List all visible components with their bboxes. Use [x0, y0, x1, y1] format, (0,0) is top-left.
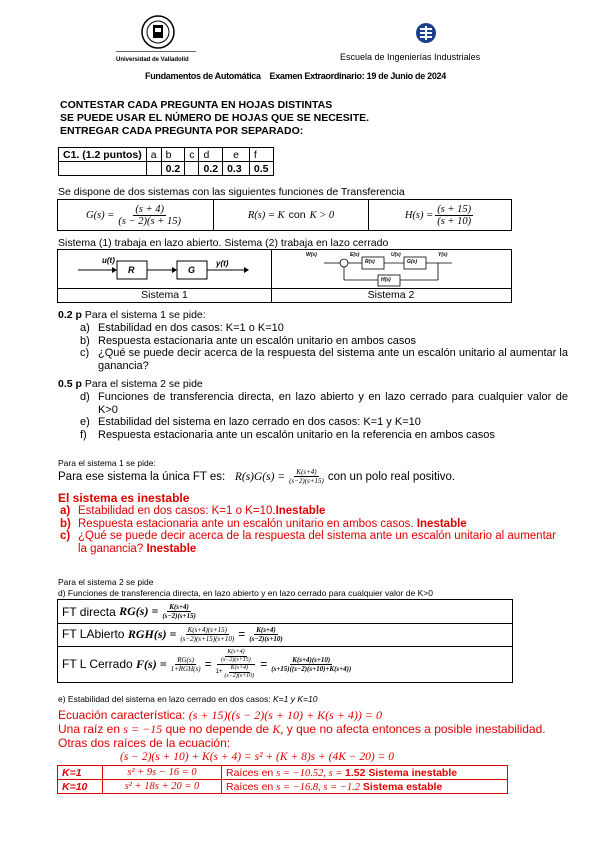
sol2-d-heading: d) Funciones de transferencia directa, en lazo abierto y en lazo cerrado para cualquier valor de K>0 — [58, 588, 433, 598]
score-val — [185, 162, 199, 176]
tf-h — [369, 200, 511, 230]
sys2-block-h: H(s) — [381, 277, 391, 283]
ft-la-label: FT LAbierto — [62, 627, 125, 641]
tf-intro: Se dispone de dos sistemas con las siguientes funciones de Transferencia — [58, 186, 405, 198]
score-col: a — [146, 148, 161, 162]
logo-divider — [116, 51, 196, 52]
sys1-block-r: R — [128, 265, 135, 275]
case-k: K=10 — [58, 780, 103, 794]
subject-title: Fundamentos de Automática — [145, 71, 261, 81]
sys1-caption: Sistema 1 — [141, 289, 188, 301]
sys1-block-g: G — [188, 265, 196, 275]
case-row — [58, 780, 508, 794]
ft-lc-d1: 1+RGH(s) — [170, 664, 201, 673]
case-roots: Raíces en s = −10.52, s = 1.52 Sistema inestable — [222, 766, 508, 780]
q2-points: 0.5 p — [58, 378, 82, 390]
h-den: (s + 10) — [437, 215, 472, 227]
sys2-out: Y(s) — [438, 252, 448, 258]
q1-points: 0.2 p — [58, 309, 82, 321]
case-eq: s² + 18s + 20 = 0 — [103, 780, 222, 794]
score-val: 0.2 — [161, 162, 185, 176]
sol1-ft-lhs: R(s)G(s) = — [234, 470, 286, 483]
ft-la-num2: K(s+4) — [256, 625, 276, 634]
tf-g — [58, 200, 214, 230]
sys2-block-r: R(s) — [365, 259, 375, 265]
q2-intro: Para el sistema 2 se pide — [84, 378, 203, 390]
score-val: 0.2 — [199, 162, 223, 176]
school-name: Escuela de Ingenierías Industriales — [340, 52, 481, 62]
ft-lc-in2-num: K(s+4) — [230, 664, 248, 671]
case-roots: Raíces en s = −16.8, s = −1.2 Sistema estable — [222, 780, 508, 794]
score-col: c — [185, 148, 199, 162]
q2-item-d: d) Funciones de transferencia directa, en lazo abierto y en lazo cerrado para cualquier valor de K>0 — [80, 391, 568, 416]
score-val: 0.5 — [249, 162, 273, 176]
score-val — [146, 162, 161, 176]
ft-la-lhs: RGH(s) = — [127, 626, 177, 641]
ft-lc-box: FT L Cerrado F(s) = $\frac{RG(s)}{\text{1+RGH(s)}}$ = $\frac{K(s+4)}{(s-2)(s+15)}$ 1+ $\frac{K(s+4)}{(s-2)(s+10)}$ = $\frac{K(s+4)(s+10)}{(s+15)((s-2)(s+10)+K(s+4))}$ — [57, 646, 513, 683]
sol1-answer-c: c) ¿Qué se puede decir acerca de la respuesta del sistema ante un escalón unitario al aumentar la ganancia? Inestable — [60, 530, 556, 555]
q1-item-b: b) Respuesta estacionaria ante un escalón unitario en ambos casos — [80, 334, 416, 347]
ft-la-box: FT LAbierto RGH(s) = $\frac{K(s+4)(s+15)}{(s-2)(s+15)(s+10)}$ = $\frac{K(s+4)}{(s-2)(s+10)}$ — [57, 622, 513, 647]
expand-eq: (s − 2)(s + 10) + K(s + 4) = s² + (K + 8)s + (4K − 20) = 0 — [120, 751, 394, 763]
sol1-answers — [58, 505, 558, 555]
sol1-ft-den: (s−2)(s+15) — [289, 477, 324, 485]
char-eq-line — [58, 708, 382, 723]
ft-lc-den3: (s+15)((s−2)(s+10)+K(s+4)) — [271, 664, 352, 673]
r-expr: R(s) = K — [247, 209, 285, 221]
ft-la-num: K(s+4)(s+15) — [187, 625, 227, 634]
sol1-ft-after: con un polo real positivo. — [327, 470, 456, 483]
system1-diagram — [58, 250, 271, 288]
score-table — [58, 147, 274, 176]
sys2-block-g: G(s) — [407, 259, 417, 265]
case-row — [58, 766, 508, 780]
sol1-answer-b: b) Respuesta estacionaria ante un escalón unitario en ambos casos. Inestable — [60, 517, 467, 530]
sol1-answer-a: a) Estabilidad en dos casos: K=1 o K=10.Inestable — [60, 505, 326, 517]
ft-lc-label: FT L Cerrado — [62, 657, 133, 671]
eii-logo — [415, 22, 437, 44]
root-note: Una raíz en s = −15 que no depende de K, y que no afecta entonces a posible inestabilidad. — [58, 722, 546, 736]
score-val: 0.3 — [223, 162, 250, 176]
instruction-line: SE PUEDE USAR EL NÚMERO DE HOJAS QUE SE NECESITE. — [60, 112, 370, 124]
sol2-heading: Para el sistema 2 se pide — [58, 577, 154, 587]
instructions — [60, 99, 369, 138]
uva-logo — [140, 14, 176, 50]
r-cond: K > 0 — [309, 209, 335, 221]
ft-lc-in-num: K(s+4) — [227, 648, 245, 655]
tf-table — [57, 199, 512, 231]
sys2-ref: W(s) — [306, 252, 317, 258]
h-lhs: H(s) = — [404, 209, 434, 221]
instruction-line: ENTREGAR CADA PREGUNTA POR SEPARADO: — [60, 125, 304, 137]
sol1-heading: Para el sistema 1 se pide: — [58, 458, 156, 468]
q2 — [58, 378, 568, 441]
q1-intro: Para el sistema 1 se pide: — [84, 309, 206, 321]
ft-la-den: (s−2)(s+15)(s+10) — [180, 634, 235, 643]
r-con: con — [288, 209, 306, 221]
score-title: C1. (1.2 puntos) — [59, 148, 147, 162]
ft-la-den2: (s−2)(s+10) — [249, 634, 283, 643]
ft-directa-label: FT directa — [62, 604, 116, 619]
q2-item-e: e) Estabilidad del sistema en lazo cerrado en dos casos: K=1 y K=10 — [80, 416, 421, 428]
sys2-caption: Sistema 2 — [367, 289, 415, 301]
ft-directa-lhs: RG(s) = — [119, 604, 159, 618]
score-col: b — [161, 148, 185, 162]
q2-item-f: f) Respuesta estacionaria ante un escalón unitario en la referencia en ambos casos — [80, 428, 495, 441]
cases-table — [57, 765, 508, 794]
tf-r — [214, 200, 369, 230]
sys2-err: E(s) — [350, 252, 360, 258]
case-eq: s² + 9s − 16 = 0 — [103, 766, 222, 780]
case-k: K=1 — [58, 766, 103, 780]
sol2-e-heading: e) Estabilidad del sistema en lazo cerrado en dos casos: K=1 y K=10 — [58, 694, 318, 704]
sol1-unstable: El sistema es inestable — [58, 491, 190, 505]
sol1-ft — [58, 468, 455, 485]
q1-item-c: c) ¿Qué se puede decir acerca de la respuesta del sistema ante un escalón unitario al aumentar la ganancia? — [80, 347, 568, 372]
q1-item-a: a) Estabilidad en dos casos: K=1 o K=10 — [80, 322, 284, 334]
ft-lc-lhs: F(s) = — [136, 656, 167, 671]
sol1-ft-num: K(s+4) — [296, 468, 317, 476]
char-label: Ecuación característica: — [58, 708, 186, 722]
score-col: d — [199, 148, 223, 162]
uva-name: Universidad de Valladolid — [116, 57, 189, 63]
q1 — [58, 309, 568, 372]
ft-lc-n1: RG(s) — [177, 655, 194, 664]
ft-directa-box — [57, 599, 513, 624]
score-col: e — [223, 148, 250, 162]
ft-lc-in2-den: (s−2)(s+10) — [224, 672, 255, 679]
sys1-output: y(t) — [216, 259, 229, 268]
ft-directa-den: (s−2)(s+15) — [162, 612, 196, 620]
ft-directa-num: K(s+4) — [169, 603, 189, 611]
ft-lc-one: 1+ — [215, 668, 223, 675]
g-lhs: G(s) = — [86, 209, 115, 221]
h-num: (s + 15) — [437, 203, 472, 215]
sol1-ft-intro: Para ese sistema la única FT es: — [58, 470, 226, 483]
diagram-table — [57, 249, 512, 303]
ft-lc-num3: K(s+4)(s+10) — [292, 655, 331, 664]
systems-intro: Sistema (1) trabaja en lazo abierto. Sistema (2) trabaja en lazo cerrado — [58, 237, 389, 249]
score-col: f — [249, 148, 273, 162]
ft-lc-in-den: (s−2)(s+15) — [221, 656, 251, 663]
instruction-line: CONTESTAR CADA PREGUNTA EN HOJAS DISTINTAS — [60, 99, 333, 111]
sys1-input: u(t) — [102, 256, 115, 265]
other-roots: Otras dos raíces de la ecuación: — [58, 736, 231, 750]
g-den: (s − 2)(s + 15) — [118, 215, 181, 227]
exam-header — [145, 71, 446, 81]
char-eq: (s + 15)((s − 2)(s + 10) + K(s + 4)) = 0 — [188, 708, 382, 722]
g-num: (s + 4) — [135, 203, 165, 215]
score-empty — [59, 162, 147, 176]
ft-lc-nested — [214, 649, 259, 680]
sys2-u: U(s) — [391, 252, 401, 258]
exam-title: Examen Extraordinario: 19 de Junio de 2024 — [269, 71, 446, 81]
